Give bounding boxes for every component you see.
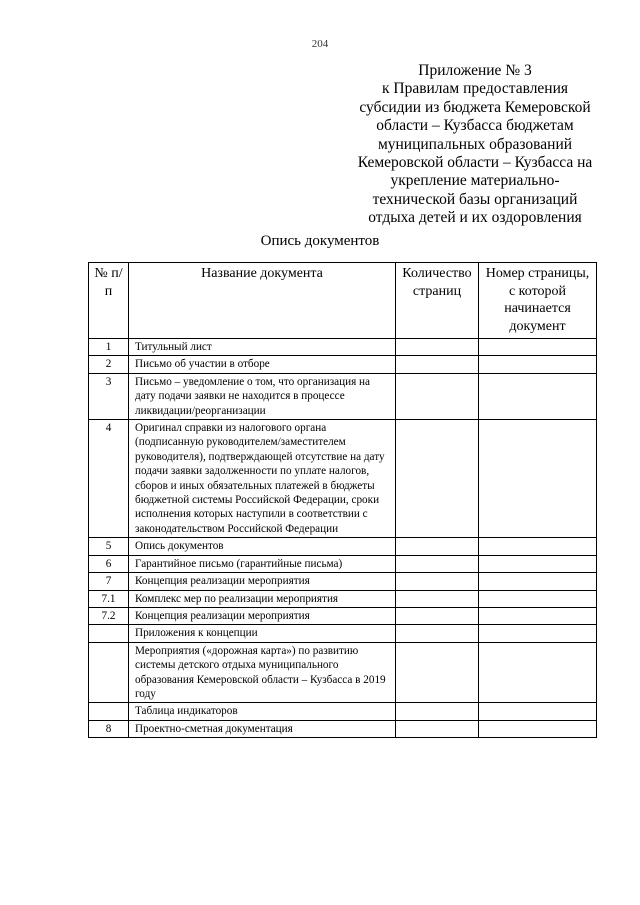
- row-start-page: [479, 356, 597, 373]
- row-document-name: Мероприятия («дорожная карта») по развитию системы детского отдыха муниципального образования Кемеровской области – Кузбасса в 2019 году: [129, 642, 396, 703]
- row-start-page: [479, 703, 597, 720]
- table-row: [89, 590, 597, 607]
- row-document-name: Оригинал справки из налогового органа (подписанную руководителем/заместителем руководителя), подтверждающей отсутствие на дату подачи заявки задолженности по уплате налогов, сборов и иных обязательных платежей в бюджеты бюджетной системы Российской Федерации, сроки исполнения которых наступили в соответствии с законодательством Российской Федерации: [129, 420, 396, 538]
- appendix-line: к Правилам предоставления: [381, 80, 569, 98]
- row-document-name: Концепция реализации мероприятия: [129, 573, 396, 590]
- table-row: [89, 356, 597, 373]
- row-document-name: Письмо – уведомление о том, что организация на дату подачи заявки не находится в процессе ликвидации/реорганизации: [129, 373, 396, 419]
- table-row: [89, 607, 597, 624]
- table-row: [89, 703, 597, 720]
- row-page-count: [396, 538, 479, 555]
- row-start-page: [479, 720, 597, 737]
- row-page-count: [396, 420, 479, 538]
- header-start-page: Номер страницы, с которой начинается документ: [479, 263, 597, 339]
- row-document-name: Таблица индикаторов: [129, 703, 396, 720]
- row-start-page: [479, 339, 597, 356]
- row-number: 4: [89, 420, 129, 538]
- table-row: [89, 538, 597, 555]
- row-number: 7.2: [89, 607, 129, 624]
- row-start-page: [479, 538, 597, 555]
- row-number: 6: [89, 555, 129, 572]
- row-page-count: [396, 339, 479, 356]
- header-number: № п/п: [89, 263, 129, 339]
- row-number: 5: [89, 538, 129, 555]
- documents-table: [88, 262, 597, 738]
- row-page-count: [396, 703, 479, 720]
- table-row: [89, 420, 597, 538]
- row-number: [89, 642, 129, 703]
- row-page-count: [396, 573, 479, 590]
- row-document-name: Письмо об участии в отборе: [129, 356, 396, 373]
- row-page-count: [396, 356, 479, 373]
- row-page-count: [396, 642, 479, 703]
- row-start-page: [479, 590, 597, 607]
- row-page-count: [396, 555, 479, 572]
- header-page-count: Количество страниц: [396, 263, 479, 339]
- row-number: 2: [89, 356, 129, 373]
- table-row: [89, 573, 597, 590]
- table-row: [89, 625, 597, 642]
- row-number: 7.1: [89, 590, 129, 607]
- row-document-name: Приложения к концепции: [129, 625, 396, 642]
- row-document-name: Опись документов: [129, 538, 396, 555]
- table-row: [89, 373, 597, 419]
- table-row: [89, 555, 597, 572]
- row-start-page: [479, 555, 597, 572]
- table-row: [89, 339, 597, 356]
- row-page-count: [396, 373, 479, 419]
- row-start-page: [479, 420, 597, 538]
- appendix-header: [348, 62, 602, 228]
- row-page-count: [396, 720, 479, 737]
- row-number: [89, 703, 129, 720]
- appendix-line: области – Кузбасса бюджетам: [376, 117, 574, 135]
- appendix-line: субсидии из бюджета Кемеровской: [359, 98, 591, 116]
- row-page-count: [396, 625, 479, 642]
- table-row: [89, 720, 597, 737]
- row-document-name: Проектно-сметная документация: [129, 720, 396, 737]
- row-document-name: Гарантийное письмо (гарантийные письма): [129, 555, 396, 572]
- appendix-line: Кемеровской области – Кузбасса на: [357, 154, 593, 172]
- row-start-page: [479, 573, 597, 590]
- table-row: [89, 642, 597, 703]
- row-start-page: [479, 373, 597, 419]
- document-title: Опись документов: [260, 233, 380, 249]
- table-header-row: [89, 263, 597, 339]
- appendix-line: Приложение № 3: [418, 62, 532, 79]
- row-document-name: Титульный лист: [129, 339, 396, 356]
- row-document-name: Комплекс мер по реализации мероприятия: [129, 590, 396, 607]
- row-number: 1: [89, 339, 129, 356]
- row-page-count: [396, 607, 479, 624]
- row-number: 7: [89, 573, 129, 590]
- appendix-line: укрепление материально-: [390, 172, 560, 190]
- appendix-line: технической базы организаций: [372, 190, 578, 208]
- appendix-line: отдыха детей и их оздоровления: [368, 209, 582, 227]
- row-start-page: [479, 625, 597, 642]
- row-document-name: Концепция реализации мероприятия: [129, 607, 396, 624]
- row-number: [89, 625, 129, 642]
- page-number: 204: [311, 38, 329, 50]
- row-number: 8: [89, 720, 129, 737]
- row-number: 3: [89, 373, 129, 419]
- appendix-line: муниципальных образований: [377, 135, 573, 153]
- row-page-count: [396, 590, 479, 607]
- row-start-page: [479, 607, 597, 624]
- header-document-name: Название документа: [129, 263, 396, 339]
- row-start-page: [479, 642, 597, 703]
